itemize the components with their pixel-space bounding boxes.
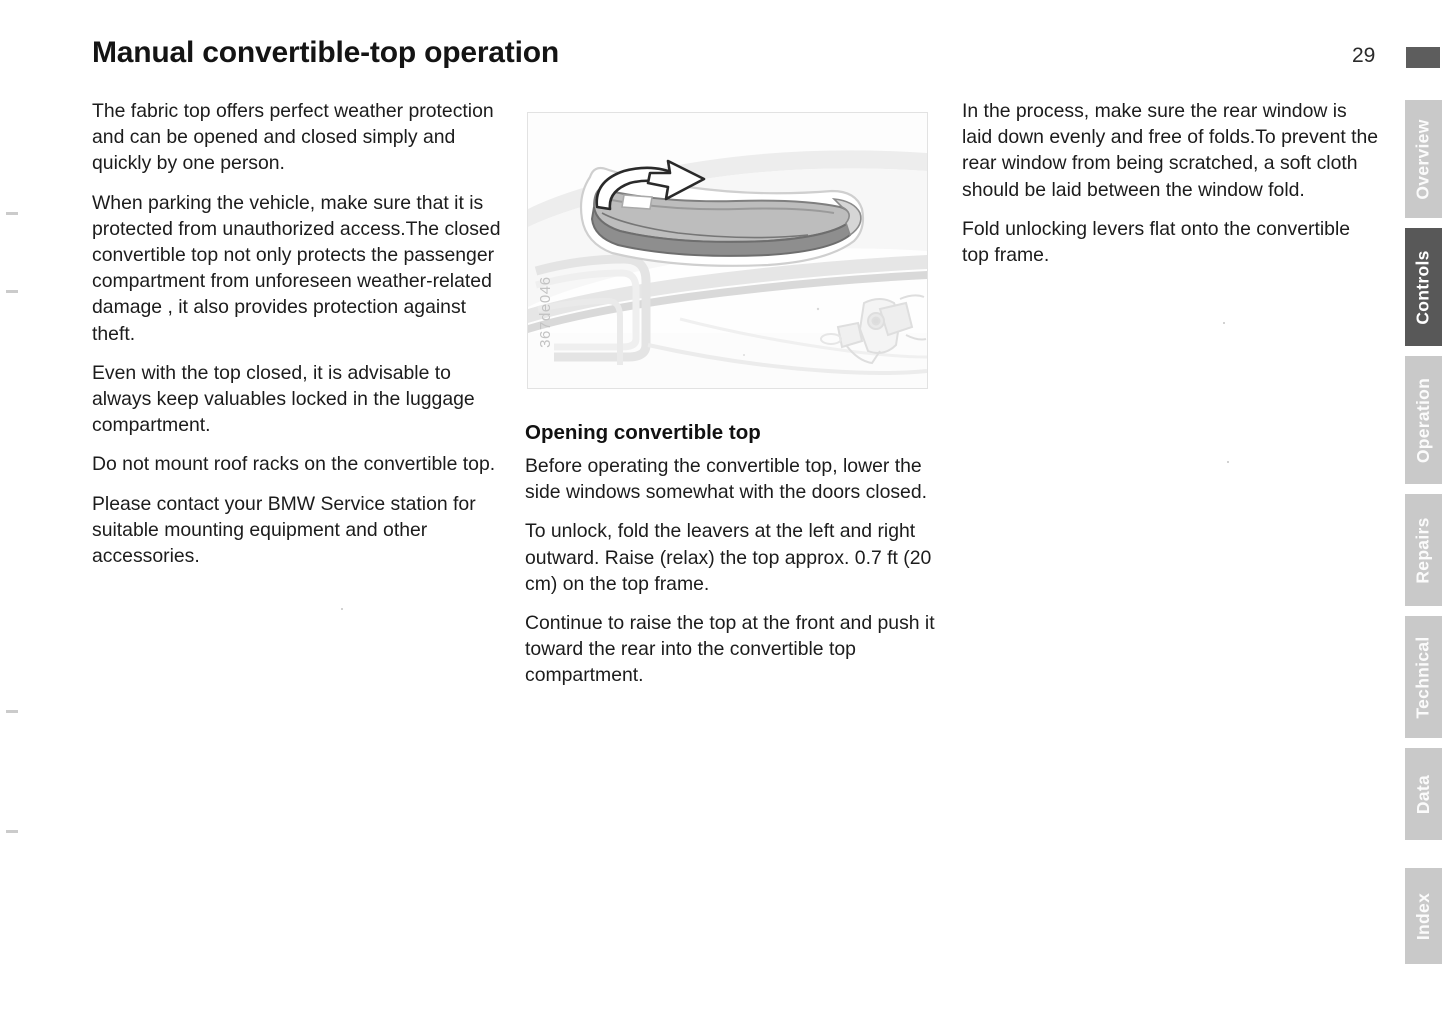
lever-illustration [528,113,927,388]
text-column-right [962,98,1380,281]
section-tab-strip [1405,0,1445,1024]
paragraph: Do not mount roof racks on the convertible top. [92,453,496,476]
sidebar-tab-label: Technical [1413,635,1433,719]
paragraph: In the process, make sure the rear window is laid down evenly and free of folds.To prevent the rear window from being scratched, a soft cloth should be laid between the window fold. [962,100,1379,201]
sidebar-tab-operation[interactable] [1405,356,1442,484]
paragraph: Continue to raise the top at the front and push it toward the rear into the convertible top compartment. [525,612,935,687]
scan-artifact [341,608,343,610]
paragraph: Please contact your BMW Service station for suitable mounting equipment and other accessories. [92,492,476,568]
sidebar-tab-index[interactable] [1405,868,1442,964]
scan-artifact [6,290,18,293]
figure-convertible-top-lever [527,112,928,389]
paragraph: Fold unlocking levers flat onto the convertible top frame. [962,217,1351,267]
paragraph: The fabric top offers perfect weather protection and can be opened and closed simply and quickly by one person. [92,100,494,175]
sidebar-tab-label: Operation [1413,377,1434,463]
sidebar-tab-repairs[interactable] [1405,494,1442,606]
sidebar-tab-overview[interactable] [1405,100,1442,218]
sidebar-tab-technical[interactable] [1405,616,1442,738]
paragraph: Before operating the convertible top, lower the side windows somewhat with the doors closed. [525,455,928,504]
paragraph: When parking the vehicle, make sure that it is protected from unauthorized access.The closed convertible top not only protects the passenger compartment from unforeseen weather-related damage , it also provides protection against theft. [92,191,501,345]
paragraph: Even with the top closed, it is advisable to always keep valuables locked in the luggage compartment. [92,361,475,437]
sidebar-tab-label: Controls [1413,249,1433,325]
scan-artifact [1227,461,1229,463]
sidebar-tab-label: Repairs [1413,516,1433,584]
scan-artifact [6,830,18,833]
text-column-middle [525,112,937,702]
sidebar-tab-label: Index [1413,892,1433,940]
sidebar-tab-label: Overview [1413,118,1434,200]
sidebar-tab-label: Data [1413,774,1434,814]
scan-artifact [6,212,18,215]
paragraph: To unlock, fold the leavers at the left and right outward. Raise (relax) the top approx. 0.7 ft (20 cm) on the top frame. [525,520,932,595]
page-title: Manual convertible-top operation [92,36,559,69]
sidebar-tab-controls[interactable] [1405,228,1442,346]
figure-reference-code: 367de046 [536,276,554,348]
text-column-left [92,98,512,582]
scan-artifact [1223,322,1225,324]
sidebar-tab-data[interactable] [1405,748,1442,840]
section-heading: Opening convertible top [525,421,761,444]
scan-artifact [6,710,18,713]
page-number: 29 [1352,44,1376,67]
